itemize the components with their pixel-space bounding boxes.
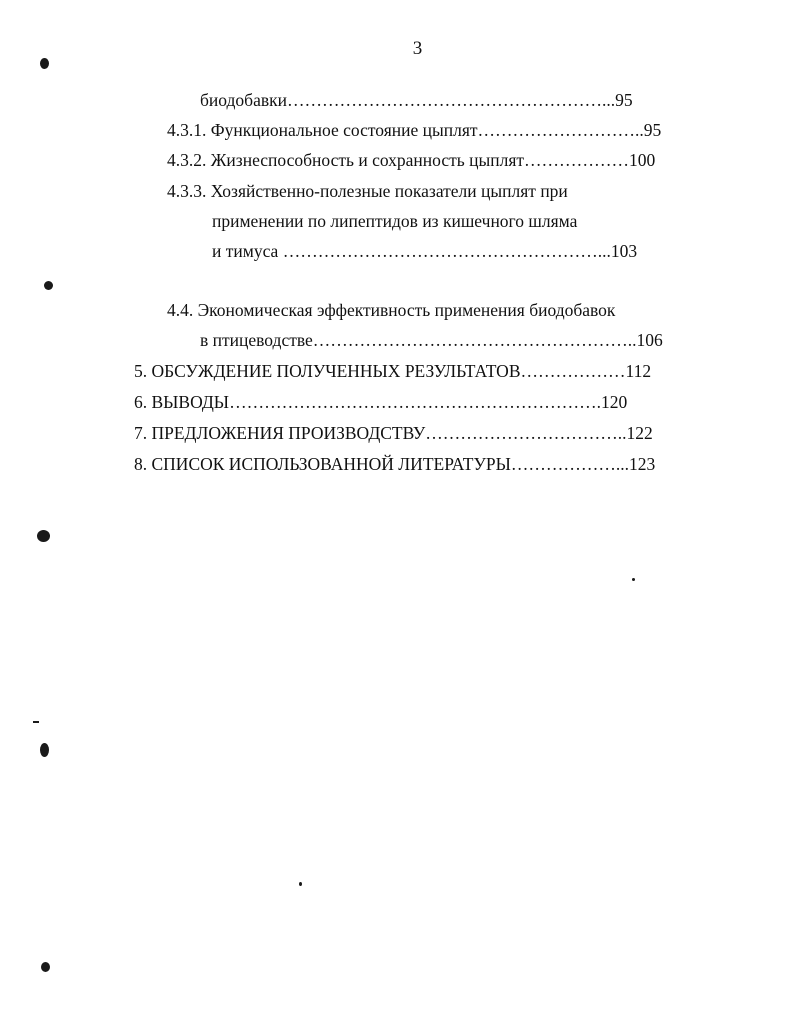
- toc-entry-4-4: 4.4. Экономическая эффективность применения биодобавок: [167, 300, 616, 320]
- toc-entry-5: 5. ОБСУЖДЕНИЕ ПОЛУЧЕННЫХ РЕЗУЛЬТАТОВ………………112: [134, 361, 652, 381]
- scan-speck: [299, 882, 302, 886]
- toc-entry-4-3-3-line2: применении по липептидов из кишечного шляма: [212, 211, 578, 231]
- toc-entry-biodobavki-continued: биодобавки………………………………………………...95: [200, 90, 633, 110]
- scan-speck: [41, 962, 50, 972]
- scan-speck: [33, 721, 39, 723]
- toc-entry-4-3-2: 4.3.2. Жизнеспособность и сохранность цыплят………………100: [167, 150, 656, 170]
- scan-speck: [40, 58, 49, 69]
- toc-entry-4-4-line2: в птицеводстве………………………………………………..106: [200, 330, 663, 350]
- page-number: 3: [412, 38, 423, 59]
- toc-entry-4-3-3-line3: и тимуса ………………………………………………...103: [212, 241, 638, 261]
- toc-entry-7: 7. ПРЕДЛОЖЕНИЯ ПРОИЗВОДСТВУ……………………………..122: [134, 423, 653, 443]
- toc-entry-6: 6. ВЫВОДЫ……………………………………………………….120: [134, 392, 628, 412]
- toc-entry-4-3-3: 4.3.3. Хозяйственно-полезные показатели цыплят при: [167, 181, 568, 201]
- toc-entry-8: 8. СПИСОК ИСПОЛЬЗОВАННОЙ ЛИТЕРАТУРЫ………………...123: [134, 454, 656, 474]
- scan-speck: [632, 578, 635, 581]
- scan-speck: [37, 530, 50, 542]
- toc-entry-4-3-1: 4.3.1. Функциональное состояние цыплят………………………..95: [167, 120, 662, 140]
- scan-speck: [40, 743, 49, 757]
- scan-speck: [44, 281, 53, 290]
